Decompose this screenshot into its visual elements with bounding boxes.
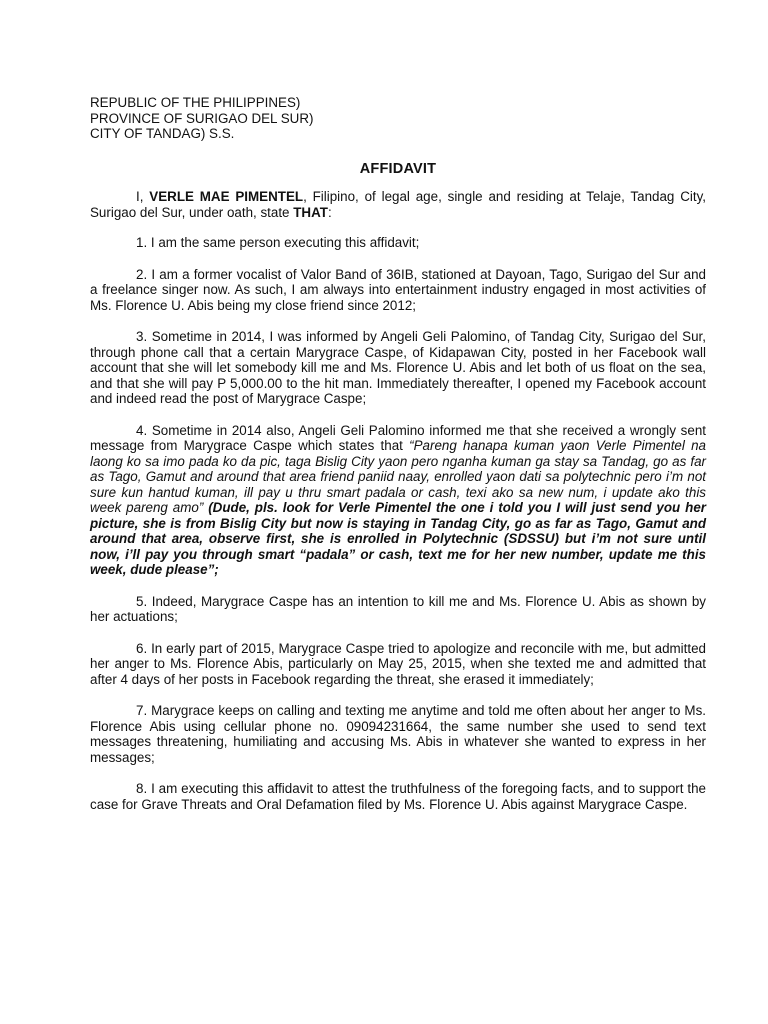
document-title: AFFIDAVIT (359, 160, 437, 177)
paragraph-4-translation: (Dude, pls. look for Verle Pimentel the one i told you I will just send you her picture, she is from Bislig City but now is staying in Tandag City, go as far as Tago, Gamut and around that area, observe first, she is enrolled in Polytechnic (SDSSU) but i’m not sure until now, i’ll pay you through smart “padala” or cash, text me for her new number, update me this week, dude please”; (90, 500, 706, 577)
paragraph-3: 3. Sometime in 2014, I was informed by Angeli Geli Palomino, of Tandag City, Surigao del Sur, through phone call that a certain Marygrace Caspe, of Kidapawan City, posted in her Facebook wall account that she will let somebody kill me and Ms. Florence U. Abis and let both of us float on the sea, and that she will pay P 5,000.00 to the hit man. Immediately thereafter, I opened my Facebook account and indeed read the post of Marygrace Caspe; (90, 329, 706, 406)
paragraph-4-start: 4. Sometime in 2014 also, Angeli Geli Palomino informed me that she received a wrongly sent message from Marygrace Caspe which states that (90, 422, 706, 453)
intro-prefix: I, (136, 189, 150, 204)
header-province: PROVINCE OF SURIGAO DEL SUR) (90, 110, 314, 126)
paragraph-7: 7. Marygrace keeps on calling and texting me anytime and told me often about her anger to Ms. Florence Abis using cellular phone no. 09094231664, the same number she used to send text messages threatening, humiliating and accusing Ms. Abis in whatever she wanted to express in her messages; (90, 703, 706, 765)
intro-paragraph (90, 189, 706, 220)
paragraph-8: 8. I am executing this affidavit to attest the truthfulness of the foregoing facts, and to support the case for Grave Threats and Oral Defamation filed by Ms. Florence U. Abis against Marygrace Caspe. (90, 781, 706, 812)
intro-that: THAT (293, 204, 328, 220)
intro-suffix: : (327, 204, 332, 220)
paragraph-4-quote: “Pareng hanapa kuman yaon Verle Pimentel na laong ko sa imo pada ko da pic, taga Bislig City yaon pero nganha kuman ga stay sa Tandag, go as far as Tago, Gamut and around that area friend paniid naay, enrolled yaon dati sa polytechnic pero i’m not sure kun hantud kuman, ill pay u thru smart padala or cash, texi ako sa new num, i update ako this week pareng amo” (90, 438, 706, 515)
intro-middle: , Filipino, of legal age, single and residing at Telaje, Tandag City, Surigao del Sur, under oath, state (90, 189, 706, 220)
header-republic: REPUBLIC OF THE PHILIPPINES) (90, 95, 301, 110)
paragraph-4 (90, 423, 706, 578)
paragraph-2: 2. I am a former vocalist of Valor Band of 36IB, stationed at Dayoan, Tago, Surigao del Sur and a freelance singer now. As such, I am always into entertainment industry engaged in most activities of Ms. Florence U. Abis being my close friend since 2012; (90, 266, 706, 313)
paragraph-1: 1. I am the same person executing this affidavit; (136, 235, 420, 250)
affidavit-page (90, 95, 706, 828)
venue-header (90, 95, 706, 142)
header-city: CITY OF TANDAG) S.S. (90, 126, 235, 141)
paragraph-5: 5. Indeed, Marygrace Caspe has an intention to kill me and Ms. Florence U. Abis as shown by her actuations; (90, 593, 706, 624)
affiant-name: VERLE MAE PIMENTEL (149, 189, 304, 204)
paragraph-6: 6. In early part of 2015, Marygrace Caspe tried to apologize and reconcile with me, but admitted her anger to Ms. Florence Abis, particularly on May 25, 2015, when she texted me and admitted that after 4 days of her posts in Facebook regarding the threat, she erased it immediately; (90, 640, 706, 687)
